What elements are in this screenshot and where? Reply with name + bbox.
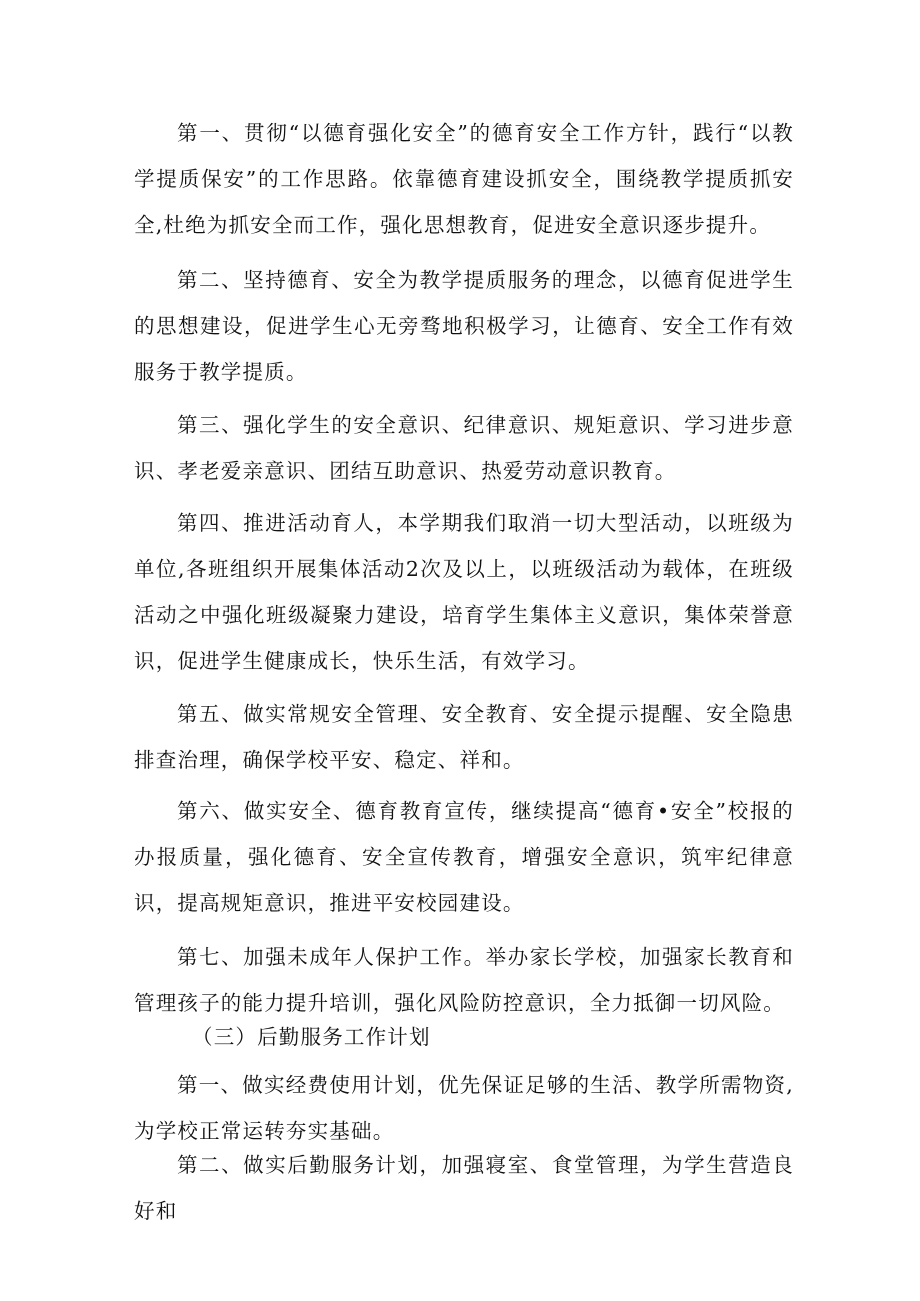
section-heading: （三）后勤服务工作计划 (192, 1025, 431, 1049)
paragraph-5: 第五、做实常规安全管理、安全教育、安全提示提醒、安全隐患排查治理，确保学校平安、稳定、祥和。 (134, 702, 794, 772)
paragraph-7: 第七、加强未成年人保护工作。举办家长学校，加强家长教育和管理孩子的能力提升培训，强化风险防控意识，全力抵御一切风险。 (134, 945, 794, 1015)
paragraph-4: 第四、推进活动育人，本学期我们取消一切大型活动，以班级为单位,各班组织开展集体活动2次及以上，以班级活动为载体，在班级活动之中强化班级凝聚力建设，培育学生集体主义意识，集体荣誉意识，促进学生健康成长，快乐生活，有效学习。 (134, 511, 794, 673)
paragraph-1: 第一、贯彻“以德育强化安全”的德育安全工作方针，践行“以教学提质保安”的工作思路。依靠德育建设抓安全，围绕教学提质抓安全,杜绝为抓安全而工作，强化思想教育，促进安全意识逐步提升。 (134, 121, 794, 237)
paragraph-6: 第六、做实安全、德育教育宣传，继续提高“德育•安全”校报的办报质量，强化德育、安全宣传教育，增强安全意识，筑牢纪律意识，提高规矩意识，推进平安校园建设。 (134, 799, 794, 915)
section-paragraph-2: 第二、做实后勤服务计划，加强寝室、食堂管理，为学生营造良好和 (134, 1153, 794, 1223)
paragraph-3: 第三、强化学生的安全意识、纪律意识、规矩意识、学习进步意识、孝老爱亲意识、团结互助意识、热爱劳动意识教育。 (134, 413, 794, 483)
paragraph-2: 第二、坚持德育、安全为教学提质服务的理念，以德育促进学生的思想建设，促进学生心无旁骛地积极学习，让德育、安全工作有效服务于教学提质。 (134, 268, 794, 384)
section-paragraph-1: 第一、做实经费使用计划，优先保证足够的生活、教学所需物资,为学校正常运转夯实基础。 (134, 1073, 794, 1143)
